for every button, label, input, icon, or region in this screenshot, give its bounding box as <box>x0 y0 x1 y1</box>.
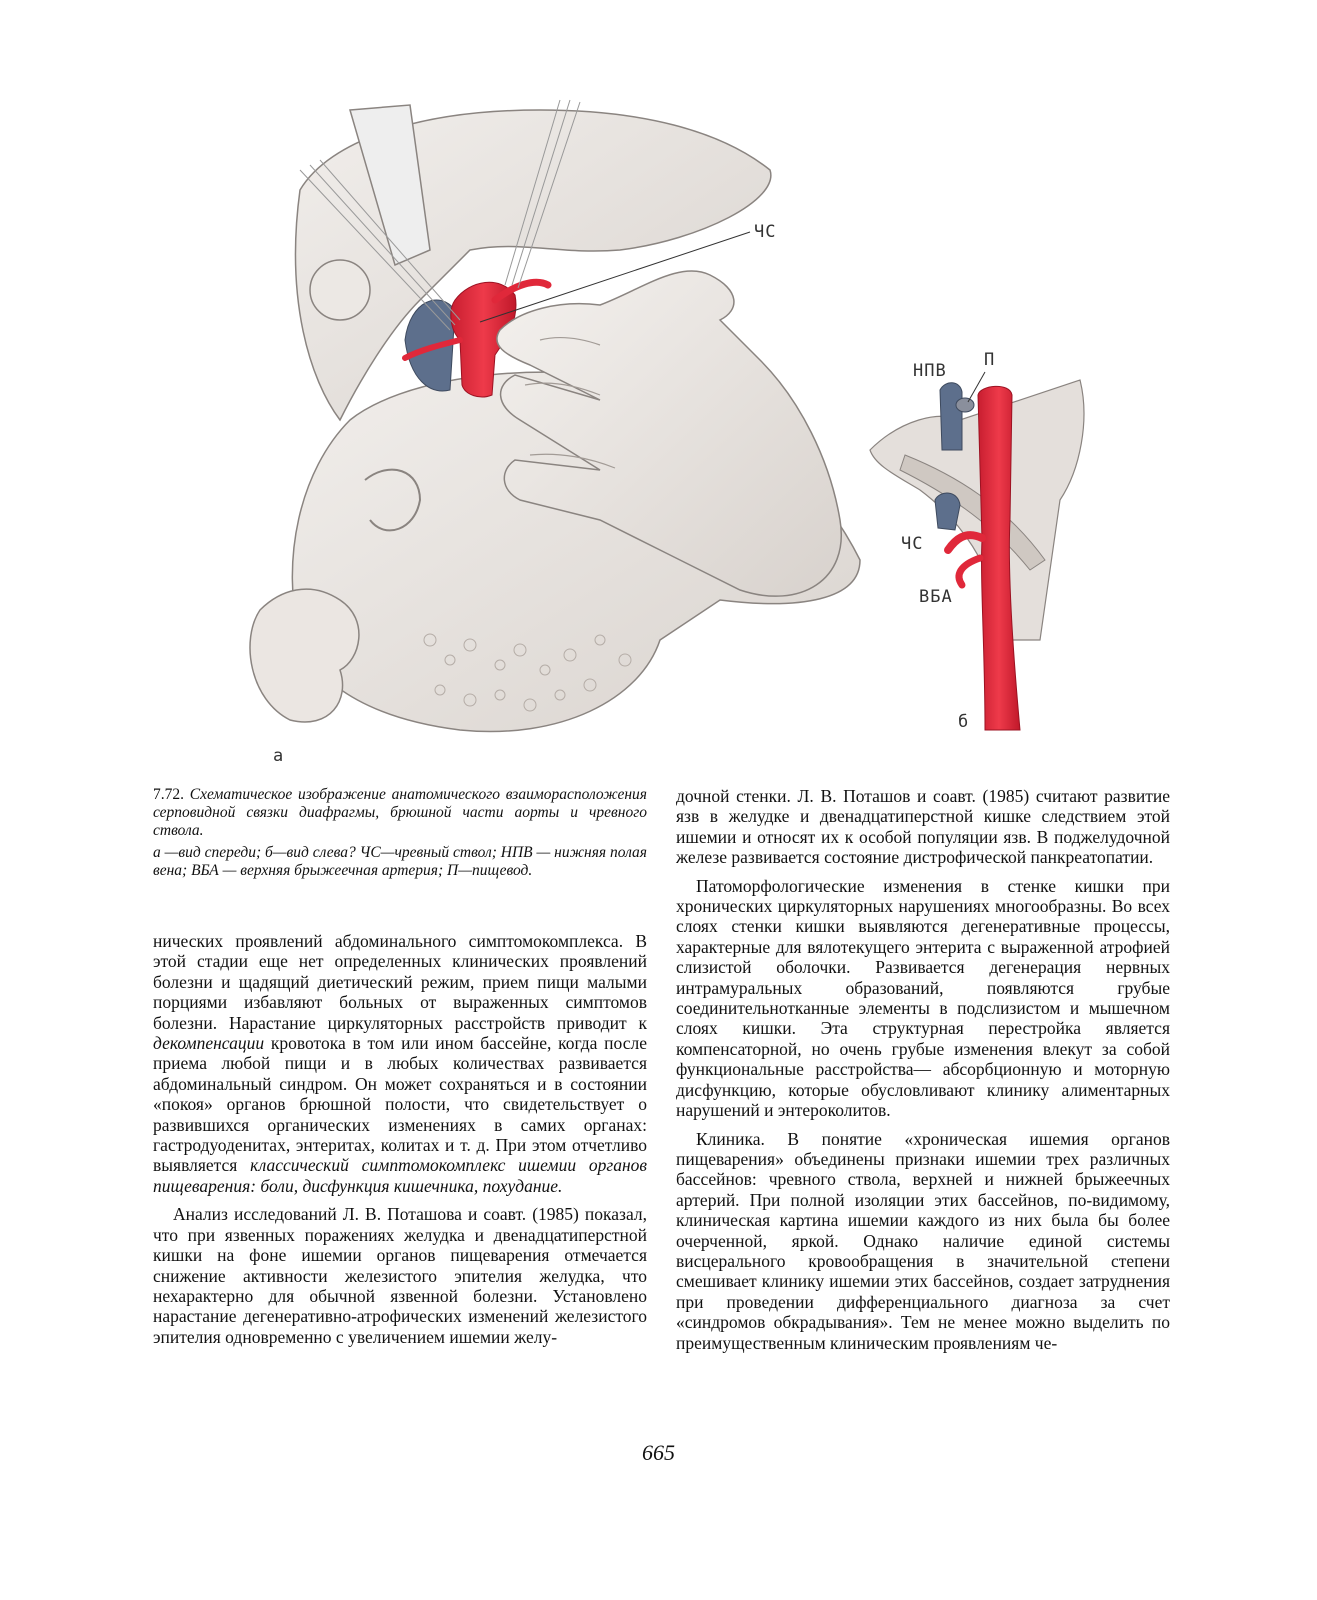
panel-label-a: а <box>273 746 285 766</box>
right-paragraph-1: дочной стенки. Л. В. Поташов и соавт. (1985) считают развитие язв в желудке и двенадцатиперстной кишке следствием этой ишемии и относят их к особой популяции язв. В поджелудочной железе развивается состояние дистрофической панкреатопатии. <box>676 786 1170 868</box>
caption-number: 7.72. <box>153 786 184 803</box>
label-p: П <box>984 350 996 370</box>
left-paragraph-2: Анализ исследований Л. В. Поташова и соавт. (1985) показал, что при язвенных поражениях желудка и двенадцатиперстной кишки на фоне ишемии органов пищеварения отмечается снижение активности железистого эпителия желудка, что нехарактерно для обычной язвенной болезни. Установлено нарастание дегенеративно-атрофических изменений железистого эпителия одновременно с увеличением ишемии желу- <box>153 1204 647 1347</box>
figure-caption <box>153 786 647 880</box>
label-npv: НПВ <box>913 361 947 381</box>
panel-label-b: б <box>958 712 970 732</box>
caption-legend: а —вид спереди; б—вид слева? ЧС—чревный ствол; НПВ — нижняя полая вена; ВБА — верхняя брыжеечная артерия; П—пищевод. <box>153 844 648 879</box>
page-number: 665 <box>642 1440 675 1465</box>
left-column <box>153 931 647 1355</box>
label-cs-a: ЧС <box>754 222 777 242</box>
caption-title-text: Схематическое изображение анатомического взаиморасположения серповидной связки диафрагмы, брюшной части аорты и чревного ствола. <box>153 786 648 839</box>
right-column <box>676 786 1170 1361</box>
label-cs-b: ЧС <box>901 534 924 554</box>
right-paragraph-3: Клиника. В понятие «хроническая ишемия органов пищеварения» объединены признаки ишемии трех различных бассейнов: чревного ствола, верхней и нижней брыжеечных артерий. При полной изоляции этих бассейнов, по-видимому, клиническая картина ишемии каждого из них была бы более очерченной, яркой. Однако наличие единой системы висцерального кровообращения в значительной степени смешивает клинику ишемии этих бассейнов, создает затруднения при проведении дифференциального диагноза за счет «синдромов обкрадывания». Тем не менее можно выделить по преимущественным клиническим проявлениям че- <box>676 1128 1170 1353</box>
caption-title <box>153 786 647 840</box>
left-paragraph-1 <box>153 931 647 1196</box>
left-p1-italic-2: классический симптомокомплекс ишемии органов пищеварения: боли, дисфункция кишечника, похудание. <box>153 1155 647 1196</box>
figure <box>0 0 1317 790</box>
left-p1-text-a: нических проявлений абдоминального симптомокомплекса. В этой стадии еще нет определенных клинических проявлений болезни и щадящий диетический режим, прием пищи малыми порциями избавляют больных от выраженных симптомов болезни. Нарастание циркуляторных расстройств приводит к <box>153 931 647 1033</box>
label-vba: ВБА <box>919 587 953 607</box>
right-paragraph-2: Патоморфологические изменения в стенке кишки при хронических циркуляторных нарушениях многообразны. Во всех слоях стенки кишки выявляются дегенеративные процессы, характерные для вялотекущего энтерита с выраженной атрофией слизистой оболочки. Развивается дегенерация нервных интрамуральных образований, появляются грубые соединительнотканные элементы в подслизистом и мышечном слоях кишки. Эта структурная перестройка является компенсаторной, но очень грубые изменения влекут за собой функциональные расстройства— абсорбционную и моторную дисфункцию, которые обусловливают клинику алиментарных нарушений и энтероколитов. <box>676 875 1170 1121</box>
left-p1-italic-1: декомпенсации <box>153 1033 265 1054</box>
panel-a-drawing <box>250 100 860 732</box>
anatomy-illustration <box>0 0 1317 790</box>
left-p1-text-b: кровотока в том или ином бассейне, когда после приема любой пищи и в любых количествах развивается абдоминальный синдром. Он может сохраняться и в состоянии «покоя» органов брюшной полости, что свидетельствует о развившихся органических изменениях в самих органах: гастродуоденитах, энтеритах, колитах и т. д. При этом отчетливо выявляется <box>153 1033 647 1176</box>
